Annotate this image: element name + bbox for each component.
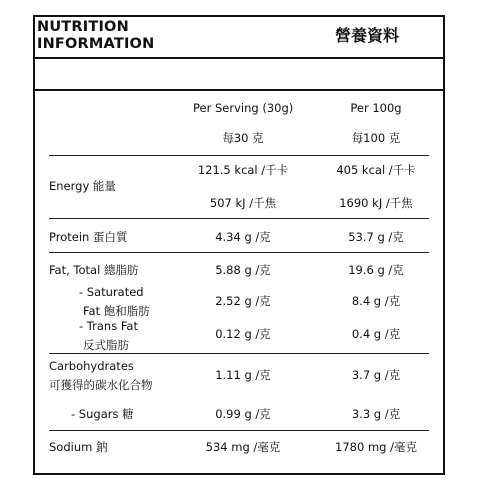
energy-label: Energy 能量 [49,179,116,193]
sodium-100g: 1780 mg /毫克 [335,440,417,454]
col-header-serving-cn: 每30 克 [222,131,264,145]
saturated-label-1: - Saturated [79,285,144,299]
row-divider [49,252,429,253]
header-divider-2 [35,89,443,91]
energy-kcal-serving: 121.5 kcal /千卡 [197,163,289,177]
row-divider [49,155,429,156]
sugars-100g: 3.3 g /克 [351,407,401,421]
sodium-label: Sodium 鈉 [49,440,108,454]
trans-label-1: - Trans Fat [79,319,138,333]
panel-title [37,19,154,53]
title-line-2: INFORMATION [37,36,155,52]
saturated-100g: 8.4 g /克 [351,294,401,308]
fat-total-label: Fat, Total 總脂肪 [49,263,139,277]
energy-kj-serving: 507 kJ /千焦 [209,196,277,210]
fat-total-100g: 19.6 g /克 [348,263,404,277]
trans-100g: 0.4 g /克 [351,327,401,341]
energy-kcal-100g: 405 kcal /千卡 [336,163,416,177]
protein-serving: 4.34 g /克 [215,230,271,244]
row-divider [49,353,429,354]
carbs-serving: 1.11 g /克 [215,368,271,382]
header-divider [35,57,443,59]
sugars-serving: 0.99 g /克 [215,407,271,421]
trans-serving: 0.12 g /克 [215,327,271,341]
col-header-100g-cn: 每100 克 [351,131,401,145]
protein-100g: 53.7 g /克 [348,230,404,244]
col-header-serving: Per Serving (30g) [193,101,294,115]
sodium-serving: 534 mg /毫克 [205,440,281,454]
carbs-label-1: Carbohydrates [49,359,134,373]
nutrition-panel [33,15,445,475]
carbs-label-2: 可獲得的碳水化合物 [49,378,153,392]
saturated-label-2: Fat 飽和脂肪 [83,304,150,318]
col-header-100g: Per 100g [350,101,402,115]
title-line-1: NUTRITION [37,19,129,35]
saturated-serving: 2.52 g /克 [215,294,271,308]
protein-label: Protein 蛋白質 [49,230,128,244]
sugars-label: - Sugars 糖 [71,407,134,421]
row-divider [49,430,429,431]
energy-kj-100g: 1690 kJ /千焦 [339,196,413,210]
trans-label-2: 反式脂肪 [83,338,129,352]
panel-title-cn: 營養資料 [335,26,400,45]
carbs-100g: 3.7 g /克 [351,368,401,382]
fat-total-serving: 5.88 g /克 [215,263,271,277]
row-divider [49,218,429,219]
